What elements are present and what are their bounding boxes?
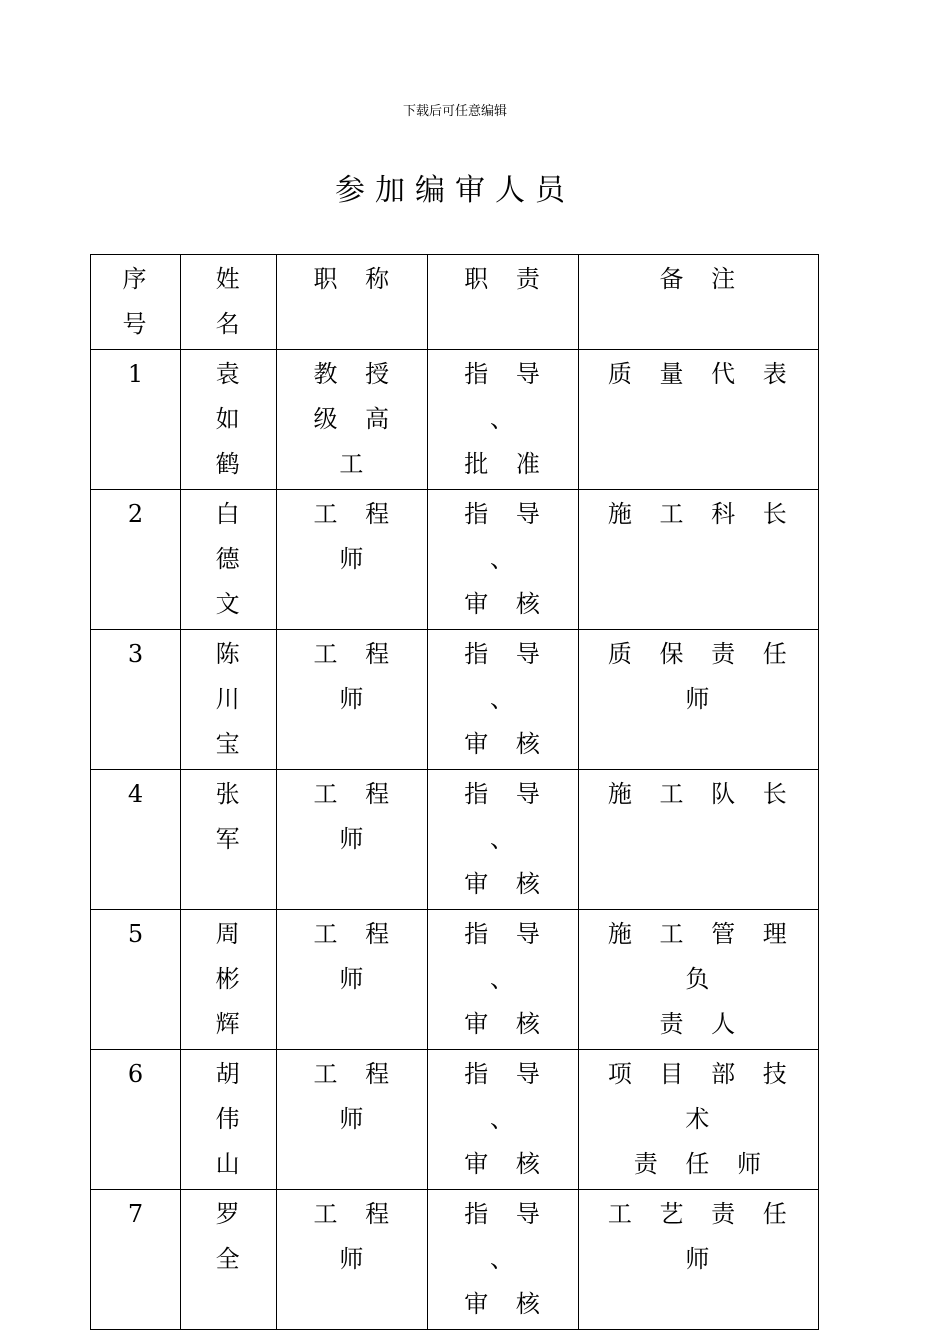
cell-name: 白 德 文	[181, 490, 277, 630]
cell-duty: 指 导 、 审 核	[428, 490, 578, 630]
cell-remark: 施 工 科 长	[578, 490, 818, 630]
table-row	[91, 770, 819, 910]
cell-name: 袁 如 鹤	[181, 350, 277, 490]
cell-title: 工 程 师	[277, 490, 428, 630]
cell-title: 工 程 师	[277, 630, 428, 770]
cell-remark: 工 艺 责 任 师	[578, 1190, 818, 1330]
table-row	[91, 1050, 819, 1190]
cell-remark: 质 量 代 表	[578, 350, 818, 490]
header-remark: 备 注	[578, 255, 818, 350]
cell-remark: 项 目 部 技 术 责 任 师	[578, 1050, 818, 1190]
cell-remark: 质 保 责 任 师	[578, 630, 818, 770]
table-row	[91, 910, 819, 1050]
cell-no: 1	[91, 350, 181, 490]
cell-duty: 指 导 、 审 核	[428, 1050, 578, 1190]
cell-no: 2	[91, 490, 181, 630]
cell-no: 5	[91, 910, 181, 1050]
cell-remark: 施 工 队 长	[578, 770, 818, 910]
cell-remark: 施 工 管 理 负 责 人	[578, 910, 818, 1050]
cell-title: 工 程 师	[277, 1190, 428, 1330]
header-note: 下载后可任意编辑	[402, 104, 507, 119]
cell-duty: 指 导 、 批 准	[428, 350, 578, 490]
staff-table	[90, 254, 819, 1330]
cell-name: 陈 川 宝	[181, 630, 277, 770]
cell-title: 教 授 级 高 工	[277, 350, 428, 490]
cell-duty: 指 导 、 审 核	[428, 770, 578, 910]
cell-title: 工 程 师	[277, 770, 428, 910]
header-duty: 职 责	[428, 255, 578, 350]
cell-title: 工 程 师	[277, 910, 428, 1050]
header-title: 职 称	[277, 255, 428, 350]
cell-name: 张 军	[181, 770, 277, 910]
table-row	[91, 1190, 819, 1330]
cell-name: 罗 全	[181, 1190, 277, 1330]
cell-name: 胡 伟 山	[181, 1050, 277, 1190]
cell-name: 周 彬 辉	[181, 910, 277, 1050]
header-name: 姓 名	[181, 255, 277, 350]
cell-duty: 指 导 、 审 核	[428, 910, 578, 1050]
cell-duty: 指 导 、 审 核	[428, 1190, 578, 1330]
cell-no: 7	[91, 1190, 181, 1330]
header-no: 序 号	[91, 255, 181, 350]
cell-no: 3	[91, 630, 181, 770]
table-row	[91, 630, 819, 770]
cell-duty: 指 导 、 审 核	[428, 630, 578, 770]
table-header-row	[91, 255, 819, 350]
cell-no: 4	[91, 770, 181, 910]
cell-title: 工 程 师	[277, 1050, 428, 1190]
table-row	[91, 350, 819, 490]
cell-no: 6	[91, 1050, 181, 1190]
table-row	[91, 490, 819, 630]
document-title: 参加编审人员	[335, 173, 575, 208]
